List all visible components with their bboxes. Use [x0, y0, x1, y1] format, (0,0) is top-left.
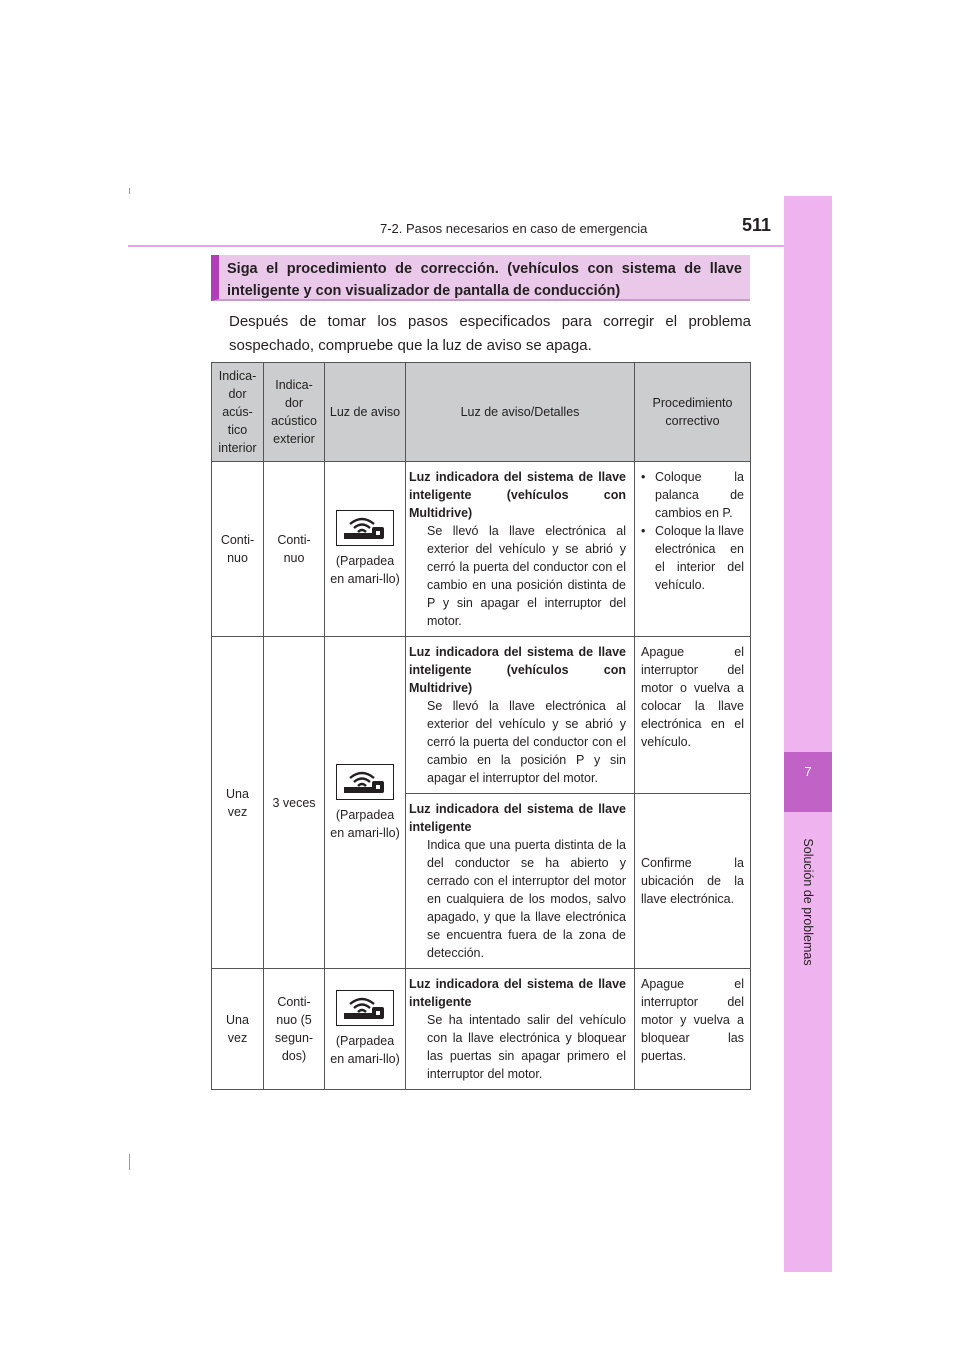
intro-paragraph: Después de tomar los pasos especificados para corregir el problema sospechado, compruebe que la luz de aviso se apaga. [229, 313, 751, 354]
list-item: • Coloque la llave electrónica en el interior del vehículo. [641, 524, 744, 592]
list-item: • Coloque la palanca de cambios en P. [641, 470, 744, 520]
header-details: Luz de aviso/Detalles [406, 363, 635, 462]
header-warning-light: Luz de aviso [325, 363, 406, 462]
smart-key-indicator-icon [336, 510, 394, 546]
light-caption: (Parpadea en amari-llo) [330, 1034, 400, 1066]
cell-procedure: Apague el interruptor del motor y vuelva a bloquear las puertas. [635, 969, 751, 1090]
header-procedure: Procedimiento correctivo [635, 363, 751, 462]
detail-text: Se llevó la llave electrónica al exterior del vehículo y se abrió y cerró la puerta del conductor con el cambio en la posición P y sin apagar el interruptor del motor. [427, 699, 626, 785]
warning-procedure-table [211, 362, 751, 1090]
crop-mark [129, 1154, 130, 1170]
cell-details [406, 969, 635, 1090]
cell-exterior: Conti-nuo (5 segun-dos) [264, 969, 325, 1090]
header-rule [128, 245, 784, 247]
cell-procedure [635, 462, 751, 637]
header-exterior-buzzer: Indica-dor acústico exterior [264, 363, 325, 462]
detail-text: Se ha intentado salir del vehículo con la llave electrónica y bloquear las puertas sin apagar primero el interruptor del motor. [427, 1013, 626, 1081]
cell-details [406, 462, 635, 637]
chapter-title: Solución de problemas [801, 838, 815, 966]
chapter-side-tab [784, 196, 832, 1272]
cell-interior: Una vez [212, 637, 264, 969]
light-caption: (Parpadea en amari-llo) [330, 554, 400, 586]
light-caption: (Parpadea en amari-llo) [330, 807, 400, 840]
table-row [212, 462, 751, 637]
cell-details [406, 794, 635, 969]
table-row [212, 969, 751, 1090]
table-header-row [212, 363, 751, 462]
cell-light [325, 462, 406, 637]
cell-details [406, 637, 635, 794]
header-interior-buzzer: Indica-dor acús-tico interior [212, 363, 264, 462]
chapter-number: 7 [804, 764, 812, 779]
detail-title: Luz indicadora del sistema de llave inteligente (vehículos con Multidrive) [409, 470, 626, 520]
procedure-heading: Siga el procedimiento de corrección. (vehículos con sistema de llave inteligente y con visualizador de pantalla de conducción) [211, 255, 750, 301]
cell-light [325, 637, 406, 969]
cell-procedure: Confirme la ubicación de la llave electrónica. [635, 794, 751, 969]
crop-mark [129, 188, 130, 194]
page-number: 511 [742, 215, 772, 235]
detail-text: Se llevó la llave electrónica al exterior del vehículo y se abrió y cerró la puerta del conductor con el cambio en una posición distinta de P y sin apagar el interruptor del motor. [427, 524, 626, 628]
cell-procedure: Apague el interruptor del motor o vuelva a colocar la llave electrónica en el vehículo. [635, 637, 751, 794]
cell-exterior: Conti-nuo [264, 462, 325, 637]
detail-title: Luz indicadora del sistema de llave inteligente [409, 977, 626, 1009]
smart-key-indicator-icon [336, 990, 394, 1026]
section-title: 7-2. Pasos necesarios en caso de emergencia [380, 221, 648, 236]
detail-title: Luz indicadora del sistema de llave inteligente [409, 802, 626, 834]
cell-interior: Conti-nuo [212, 462, 264, 637]
cell-interior: Una vez [212, 969, 264, 1090]
cell-light [325, 969, 406, 1090]
table-row [212, 637, 751, 794]
detail-title: Luz indicadora del sistema de llave inteligente (vehículos con Multidrive) [409, 645, 626, 695]
chapter-number-box [784, 752, 832, 812]
cell-exterior: 3 veces [264, 637, 325, 969]
smart-key-indicator-icon [336, 764, 394, 800]
detail-text: Indica que una puerta distinta de la del conductor se ha abierto y cerrado con el interruptor del motor en cualquiera de los modos, salvo apagado, y que la llave electrónica se encuentra fuera de la zona de detección. [427, 838, 626, 960]
